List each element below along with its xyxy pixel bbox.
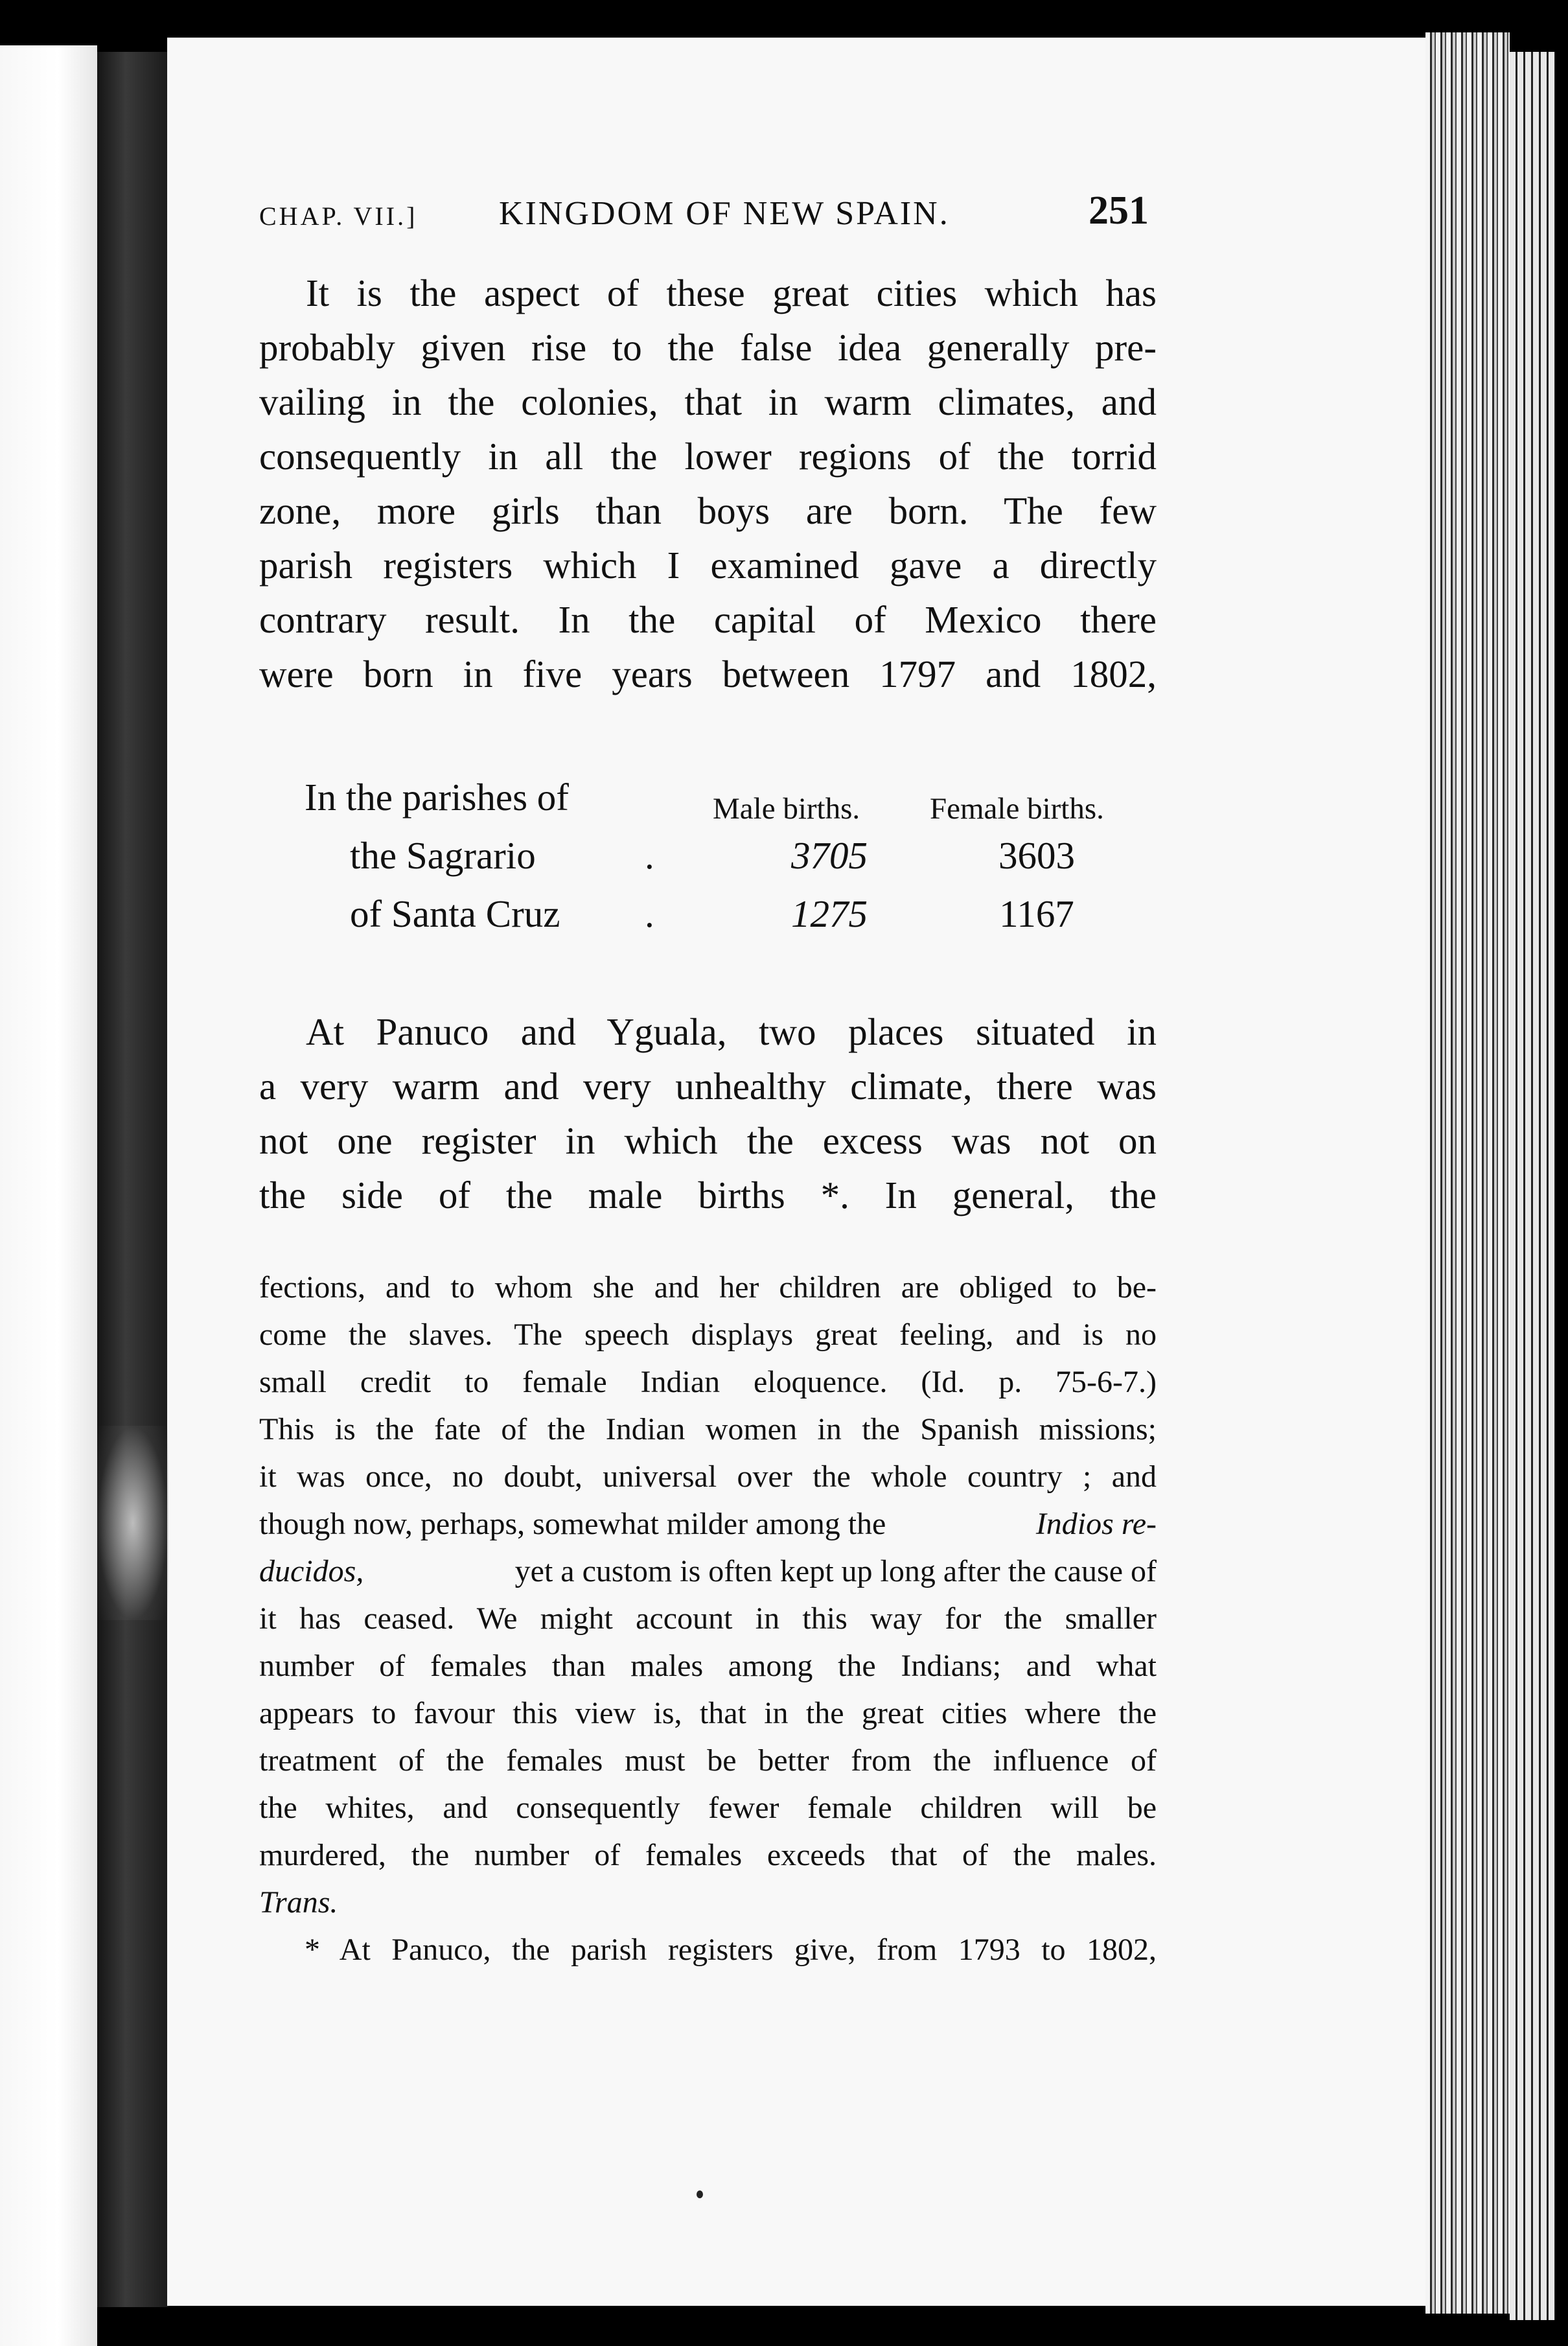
footnote-line: it was once, no doubt, universal over the whole country ; and: [259, 1459, 1157, 1494]
male-births-value: 3705: [791, 834, 868, 877]
leader-dot: .: [645, 892, 654, 935]
running-header: [259, 189, 1153, 246]
footnote-text: though now, perhaps, somewhat milder among the: [259, 1507, 886, 1541]
parish-name: of Santa Cruz: [350, 892, 560, 935]
footnote-line: number of females than males among the Indians; and what: [259, 1649, 1157, 1683]
text-line: contrary result. In the capital of Mexico there: [259, 598, 1157, 641]
table-row: [259, 888, 1157, 940]
column-header-male: Male births.: [713, 792, 860, 826]
chapter-label: CHAP. VII.]: [259, 202, 418, 231]
column-header-female: Female births.: [930, 792, 1104, 826]
footnote-line: [259, 1548, 1157, 1595]
male-births-value: 1275: [791, 892, 868, 935]
text-line: At Panuco and Yguala, two places situated in: [306, 1010, 1157, 1053]
text-line: the side of the male births *. In general, the: [259, 1174, 1157, 1216]
footnote-signature: Trans.: [259, 1885, 338, 1920]
footnote-italic-term: ducidos,: [259, 1554, 364, 1588]
text-line: parish registers which I examined gave a directly: [259, 544, 1157, 586]
text-line: probably given rise to the false idea generally pre-: [259, 326, 1157, 369]
page-fore-edge: [1425, 32, 1510, 2314]
text-line: zone, more girls than boys are born. The few: [259, 489, 1157, 532]
footnote-line: * At Panuco, the parish registers give, from 1793 to 1802,: [305, 1933, 1157, 1967]
book-spine: [97, 52, 168, 2307]
female-births-value: 1167: [999, 892, 1074, 935]
left-page-edge: [0, 45, 97, 2346]
text-line: a very warm and very unhealthy climate, there was: [259, 1065, 1157, 1108]
footnote-line: fections, and to whom she and her children are obliged to be-: [259, 1270, 1157, 1305]
footnote-line: treatment of the females must be better from the influence of: [259, 1743, 1157, 1778]
text-line: not one register in which the excess was not on: [259, 1119, 1157, 1162]
text-line: consequently in all the lower regions of the torrid: [259, 435, 1157, 478]
births-table: [259, 771, 1157, 966]
parish-name: the Sagrario: [350, 834, 536, 877]
footnote-line: small credit to female Indian eloquence. (Id. p. 75-6-7.): [259, 1365, 1157, 1399]
scan-smudge: [97, 1426, 168, 1620]
table-row: [259, 830, 1157, 881]
footnote-line: [259, 1500, 1157, 1548]
female-births-value: 3603: [998, 834, 1075, 877]
text-line: vailing in the colonies, that in warm climates, and: [259, 380, 1157, 423]
leader-dot: .: [645, 834, 654, 877]
footnote-line: the whites, and consequently fewer female children will be: [259, 1791, 1157, 1825]
footnote-text: yet a custom is often kept up long after the cause of: [514, 1554, 1157, 1588]
right-page-edge: [1510, 52, 1555, 2320]
table-lead: In the parishes of: [305, 776, 569, 819]
paragraph-1: [259, 266, 1157, 701]
page-mark: [697, 2190, 703, 2198]
footnote-line: it has ceased. We might account in this way for the smaller: [259, 1601, 1157, 1636]
footnote-line: come the slaves. The speech displays great feeling, and is no: [259, 1318, 1157, 1352]
running-title: KINGDOM OF NEW SPAIN.: [499, 195, 950, 232]
table-header-row: [259, 771, 1157, 826]
footnote-line: This is the fate of the Indian women in the Spanish missions;: [259, 1412, 1157, 1446]
footnote-line: murdered, the number of females exceeds that of the males.: [259, 1838, 1157, 1872]
text-line: It is the aspect of these great cities which has: [306, 272, 1157, 314]
text-line: were born in five years between 1797 and 1802,: [259, 653, 1157, 695]
page-number: 251: [1089, 189, 1149, 233]
footnote-line: appears to favour this view is, that in the great cities where the: [259, 1696, 1157, 1730]
paragraph-2: [259, 1005, 1157, 1222]
footnotes: [259, 1264, 1157, 1973]
footnote-italic-term: Indios re-: [1035, 1507, 1157, 1541]
